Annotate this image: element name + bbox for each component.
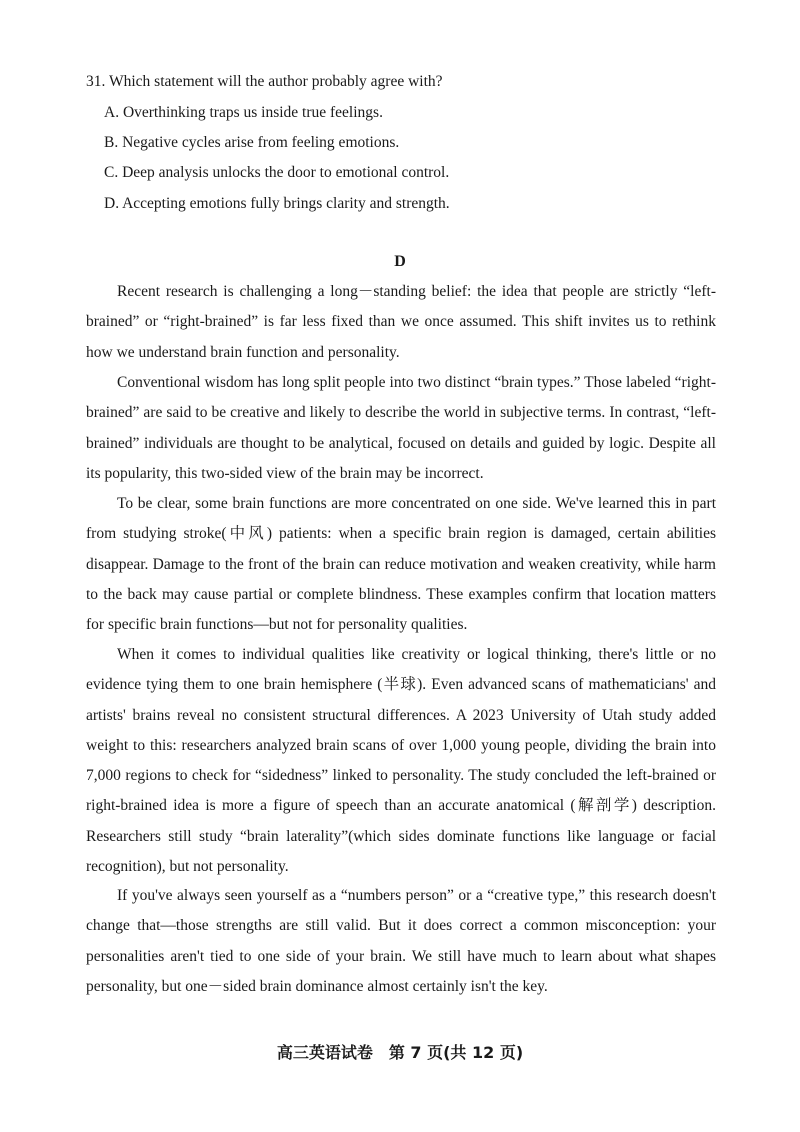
paragraph-2: Conventional wisdom has long split people into two distinct “brain types.” Those labeled “right-brained” are said to be creative and likely to describe the world in subjective terms. In contrast, “left-brained” individuals are thought to be analytical, focused on details and guided by logic. Despite all its popularity, this two-sided view of the brain may be incorrect. xyxy=(86,374,716,482)
page-footer: 高三英语试卷 第 7 页(共 12 页) xyxy=(276,1043,524,1062)
question-stem: 31. Which statement will the author probably agree with? xyxy=(86,73,443,90)
passage-title: D xyxy=(394,253,406,270)
paragraph-4: When it comes to individual qualities like creativity or logical thinking, there's little or no evidence tying them to one brain hemisphere (半球). Even advanced scans of mathematicians' and artists' brains reveal no consistent structural differences. A 2023 University of Utah study added weight to this: researchers analyzed brain scans of over 1,000 young people, dividing the brain into 7,000 regions to check for “sidedness” linked to personality. The study concluded the left-brained or right-brained idea is more a figure of speech than an accurate anatomical (解剖学) description. Researchers still study “brain laterality”(which sides dominate functions like language or facial recognition), but not personality. xyxy=(86,646,716,876)
paragraph-5: If you've always seen yourself as a “numbers person” or a “creative type,” this research doesn't change that—those strengths are still valid. But it does correct a common misconception: your personalities aren't tied to one side of your brain. We still have much to learn about what shapes personality, but one－sided brain dominance almost certainly isn't the key. xyxy=(86,887,716,995)
option-c: C. Deep analysis unlocks the door to emotional control. xyxy=(104,164,450,181)
option-a: A. Overthinking traps us inside true feelings. xyxy=(104,104,383,121)
paragraph-3: To be clear, some brain functions are more concentrated on one side. We've learned this in part from studying stroke(中风) patients: when a specific brain region is damaged, certain abilities disappear. Damage to the front of the brain can reduce motivation and weaken creativity, while harm to the back may cause partial or complete blindness. These examples confirm that location matters for specific brain functions—but not for personality qualities. xyxy=(86,495,716,634)
option-d: D. Accepting emotions fully brings clarity and strength. xyxy=(104,195,450,212)
paragraph-1: Recent research is challenging a long－standing belief: the idea that people are strictly “left-brained” or “right-brained” is far less fixed than we once assumed. This shift invites us to rethink how we understand brain function and personality. xyxy=(86,283,716,361)
option-b: B. Negative cycles arise from feeling emotions. xyxy=(104,134,400,151)
